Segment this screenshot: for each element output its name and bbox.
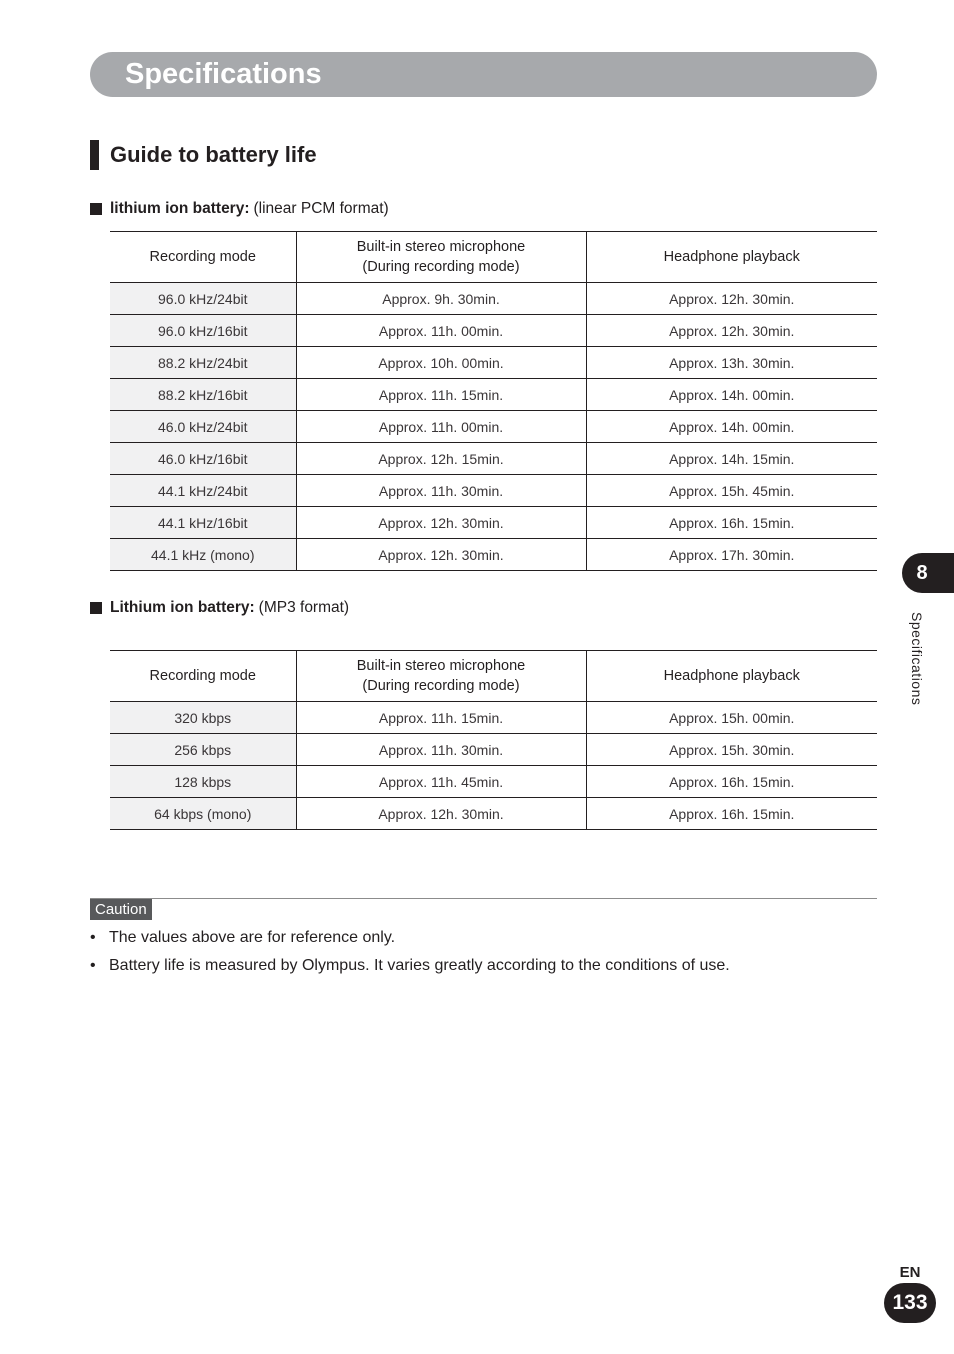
headphone-time-cell: Approx. 16h. 15min. <box>586 507 877 539</box>
page-number-badge: 133 <box>884 1283 936 1323</box>
table-row <box>110 475 877 507</box>
column-header-microphone-line2: (During recording mode) <box>362 259 520 275</box>
recording-mode-cell: 44.1 kHz/16bit <box>110 507 296 539</box>
microphone-time-cell: Approx. 11h. 00min. <box>296 315 586 347</box>
pcm-label-normal: (linear PCM format) <box>253 200 389 217</box>
headphone-time-cell: Approx. 16h. 15min. <box>586 798 877 830</box>
column-header-recording-mode: Recording mode <box>110 651 296 702</box>
microphone-time-cell: Approx. 12h. 15min. <box>296 443 586 475</box>
headphone-time-cell: Approx. 17h. 30min. <box>586 539 877 571</box>
language-label: EN <box>899 1264 921 1281</box>
caution-bullet <box>90 955 730 977</box>
microphone-time-cell: Approx. 12h. 30min. <box>296 798 586 830</box>
headphone-time-cell: Approx. 15h. 30min. <box>586 734 877 766</box>
pcm-label-bold: lithium ion battery: <box>110 200 250 217</box>
recording-mode-cell: 320 kbps <box>110 702 296 734</box>
bullet-dot-icon: • <box>90 957 96 974</box>
table-row <box>110 315 877 347</box>
caution-bullet <box>90 927 395 949</box>
section-heading <box>90 140 317 170</box>
section-heading-text: Guide to battery life <box>110 142 317 167</box>
pcm-table-label <box>90 199 389 219</box>
microphone-time-cell: Approx. 11h. 15min. <box>296 379 586 411</box>
headphone-time-cell: Approx. 14h. 00min. <box>586 411 877 443</box>
recording-mode-cell: 44.1 kHz (mono) <box>110 539 296 571</box>
mp3-label-bold: Lithium ion battery: <box>110 599 255 616</box>
table-row <box>110 798 877 830</box>
microphone-time-cell: Approx. 11h. 30min. <box>296 734 586 766</box>
mp3-table-label <box>90 598 349 618</box>
column-header-headphone: Headphone playback <box>586 232 877 283</box>
headphone-time-cell: Approx. 12h. 30min. <box>586 283 877 315</box>
microphone-time-cell: Approx. 10h. 00min. <box>296 347 586 379</box>
headphone-time-cell: Approx. 16h. 15min. <box>586 766 877 798</box>
headphone-time-cell: Approx. 13h. 30min. <box>586 347 877 379</box>
column-header-microphone <box>296 651 586 702</box>
mp3-battery-table <box>110 650 877 830</box>
table-row <box>110 507 877 539</box>
table-header-row <box>110 232 877 283</box>
microphone-time-cell: Approx. 11h. 45min. <box>296 766 586 798</box>
chapter-tab[interactable] <box>902 553 954 593</box>
microphone-time-cell: Approx. 12h. 30min. <box>296 539 586 571</box>
table-row <box>110 347 877 379</box>
caution-bullet-text: The values above are for reference only. <box>109 929 396 946</box>
column-header-microphone-line2: (During recording mode) <box>362 678 520 694</box>
recording-mode-cell: 96.0 kHz/24bit <box>110 283 296 315</box>
microphone-time-cell: Approx. 11h. 30min. <box>296 475 586 507</box>
headphone-time-cell: Approx. 14h. 15min. <box>586 443 877 475</box>
chapter-side-label: Specifications <box>909 612 925 706</box>
bullet-dot-icon: • <box>90 929 96 946</box>
column-header-headphone: Headphone playback <box>586 651 877 702</box>
table-row <box>110 283 877 315</box>
microphone-time-cell: Approx. 11h. 15min. <box>296 702 586 734</box>
chapter-number: 8 <box>916 562 928 584</box>
caution-badge: Caution <box>90 899 152 920</box>
headphone-time-cell: Approx. 14h. 00min. <box>586 379 877 411</box>
column-header-microphone <box>296 232 586 283</box>
caution-divider <box>90 898 877 899</box>
pcm-battery-table <box>110 231 877 571</box>
square-bullet-icon <box>90 602 102 614</box>
microphone-time-cell: Approx. 9h. 30min. <box>296 283 586 315</box>
column-header-microphone-line1: Built-in stereo microphone <box>356 658 526 674</box>
recording-mode-cell: 46.0 kHz/24bit <box>110 411 296 443</box>
table-row <box>110 766 877 798</box>
caution-bullet-text: Battery life is measured by Olympus. It varies greatly according to the conditions of use. <box>109 957 730 974</box>
recording-mode-cell: 88.2 kHz/16bit <box>110 379 296 411</box>
square-bullet-icon <box>90 203 102 215</box>
recording-mode-cell: 256 kbps <box>110 734 296 766</box>
microphone-time-cell: Approx. 11h. 00min. <box>296 411 586 443</box>
table-row <box>110 411 877 443</box>
headphone-time-cell: Approx. 12h. 30min. <box>586 315 877 347</box>
recording-mode-cell: 46.0 kHz/16bit <box>110 443 296 475</box>
page-title: Specifications <box>125 58 322 90</box>
column-header-microphone-line1: Built-in stereo microphone <box>356 239 526 255</box>
table-header-row <box>110 651 877 702</box>
table-row <box>110 702 877 734</box>
table-row <box>110 379 877 411</box>
table-row <box>110 443 877 475</box>
page-header-bar <box>90 52 877 97</box>
recording-mode-cell: 44.1 kHz/24bit <box>110 475 296 507</box>
headphone-time-cell: Approx. 15h. 00min. <box>586 702 877 734</box>
mp3-label-normal: (MP3 format) <box>258 599 350 616</box>
microphone-time-cell: Approx. 12h. 30min. <box>296 507 586 539</box>
table-row <box>110 734 877 766</box>
column-header-recording-mode: Recording mode <box>110 232 296 283</box>
recording-mode-cell: 88.2 kHz/24bit <box>110 347 296 379</box>
heading-marker <box>90 140 99 170</box>
table-row <box>110 539 877 571</box>
recording-mode-cell: 64 kbps (mono) <box>110 798 296 830</box>
headphone-time-cell: Approx. 15h. 45min. <box>586 475 877 507</box>
recording-mode-cell: 96.0 kHz/16bit <box>110 315 296 347</box>
recording-mode-cell: 128 kbps <box>110 766 296 798</box>
